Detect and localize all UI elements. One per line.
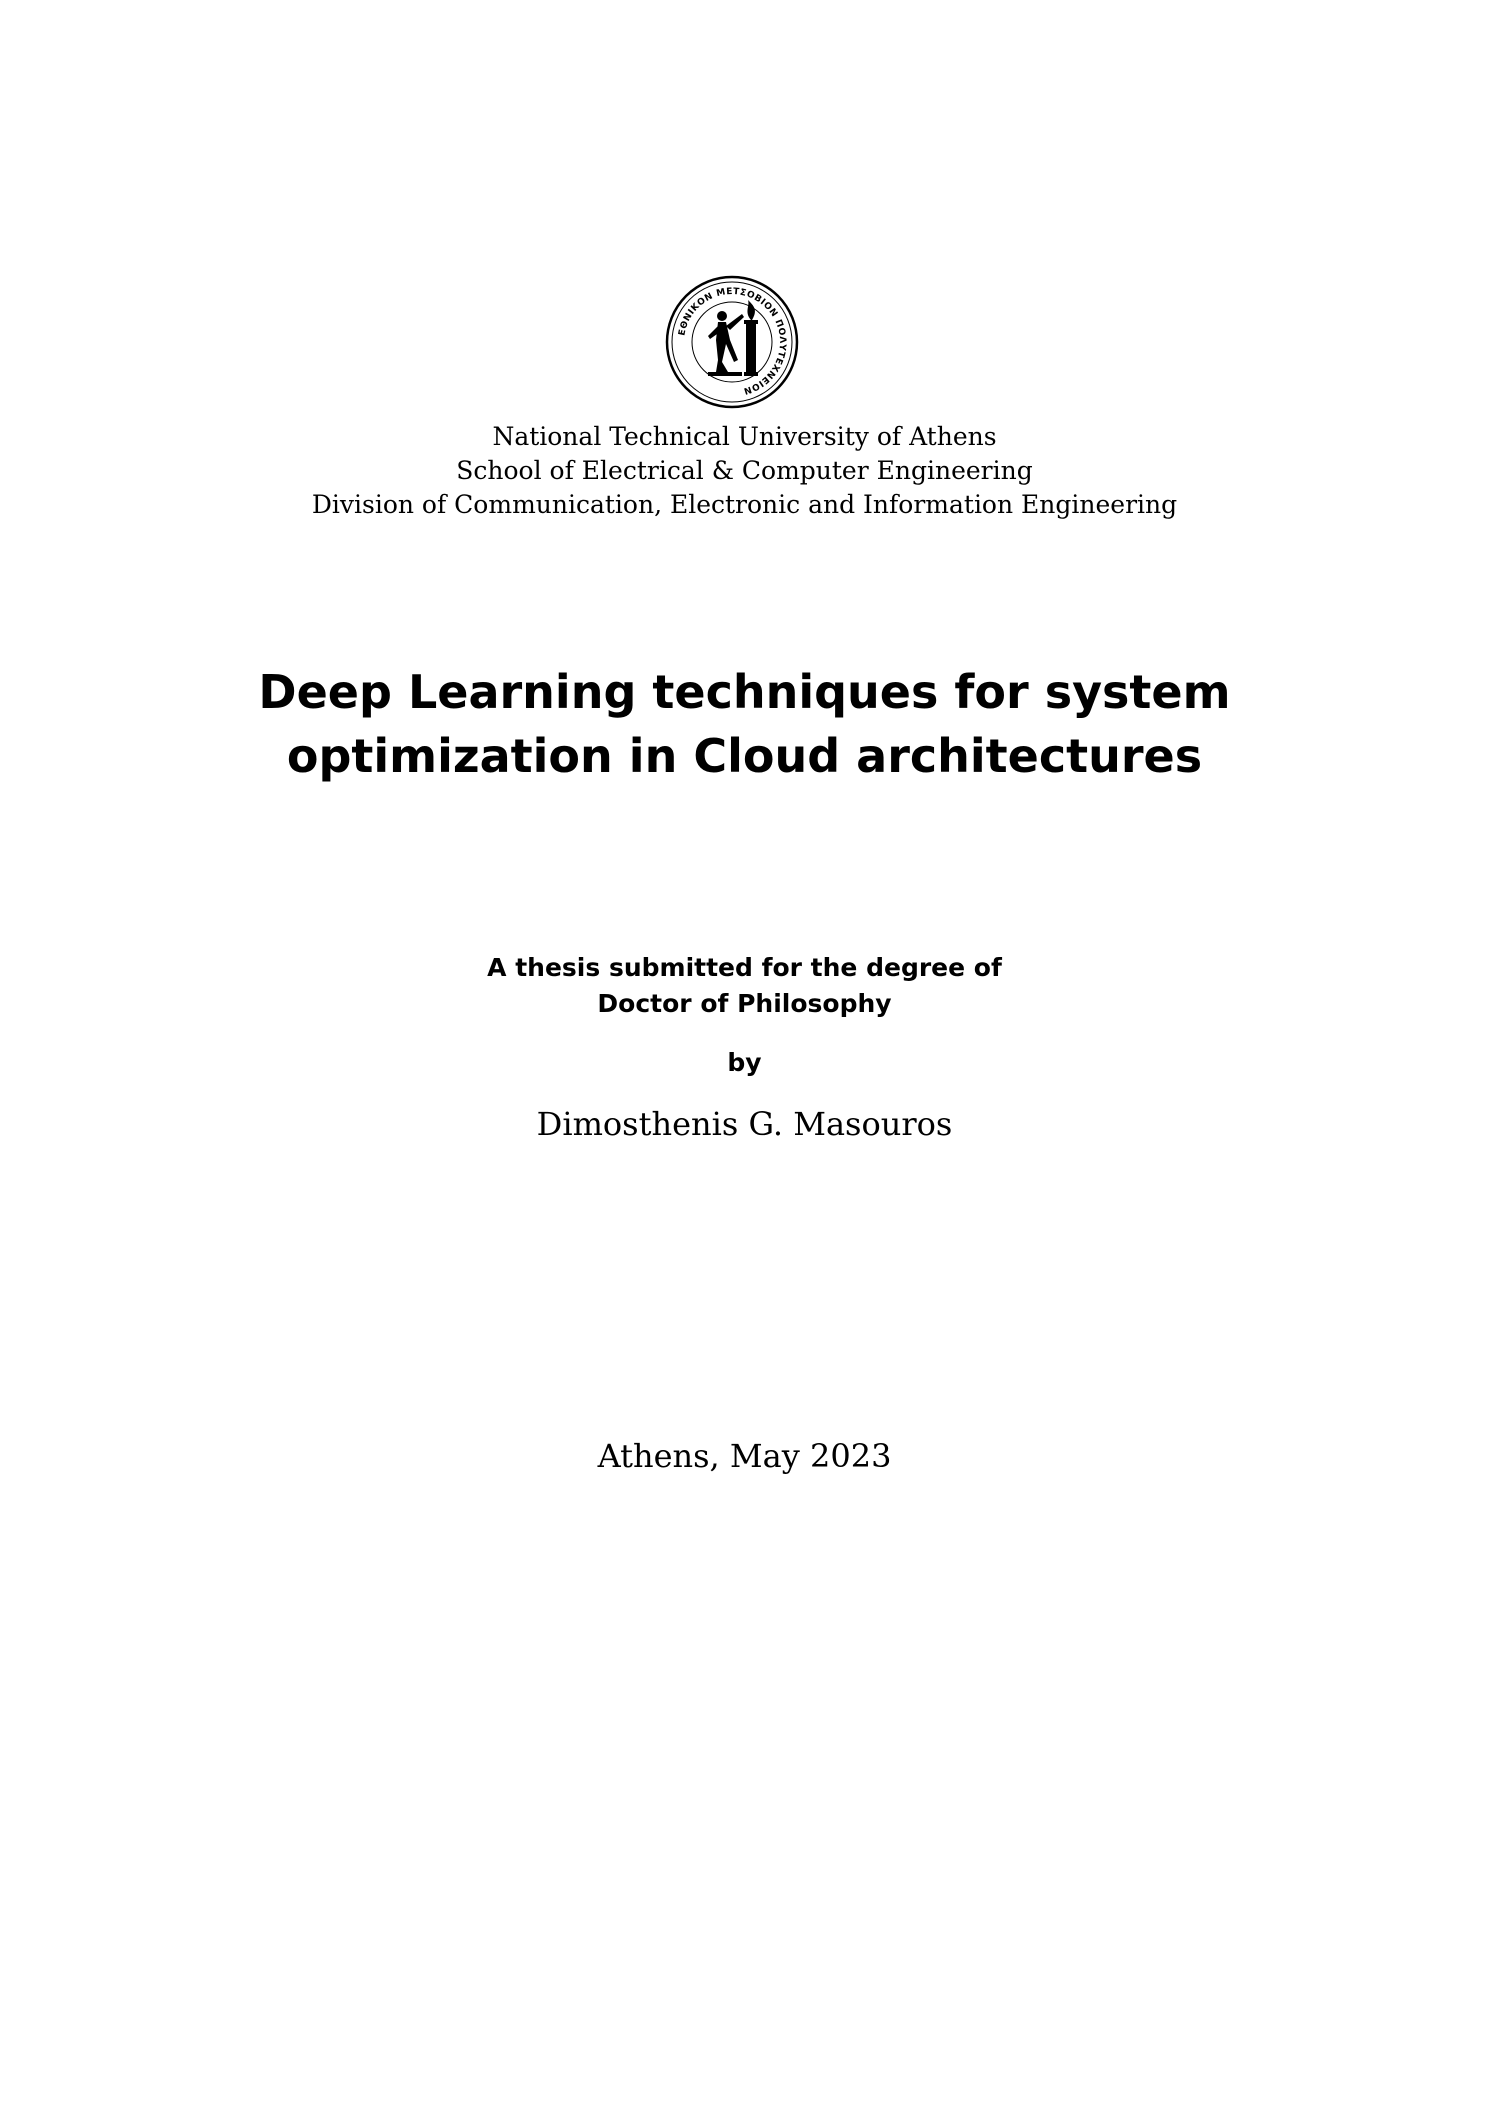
school-name: School of Electrical & Computer Engineering [456, 456, 1033, 485]
degree-line-1: A thesis submitted for the degree of [487, 953, 1002, 982]
degree-statement [0, 950, 1489, 1022]
by-label: by [727, 1048, 762, 1077]
university-seal-icon [664, 274, 800, 410]
division-name: Division of Communication, Electronic and Information Engineering [311, 490, 1178, 519]
svg-text:ΕΘΝΙΚΟΝ ΜΕΤΣΟΒΙΟΝ ΠΟΛΥΤΕΧΝΕΙΟΝ [677, 287, 787, 396]
seal-inscription: ΕΘΝΙΚΟΝ ΜΕΤΣΟΒΙΟΝ ΠΟΛΥΤΕΧΝΕΙΟΝ [677, 286, 788, 396]
place-date: Athens, May 2023 [597, 1437, 892, 1475]
institution-block [0, 420, 1489, 522]
university-name: National Technical University of Athens [492, 422, 997, 451]
thesis-title-line-1: Deep Learning techniques for system [258, 665, 1231, 719]
thesis-title-line-2: optimization in Cloud architectures [286, 729, 1203, 783]
author-name: Dimosthenis G. Masouros [536, 1105, 953, 1143]
thesis-title [0, 660, 1489, 788]
degree-line-2: Doctor of Philosophy [597, 989, 892, 1018]
